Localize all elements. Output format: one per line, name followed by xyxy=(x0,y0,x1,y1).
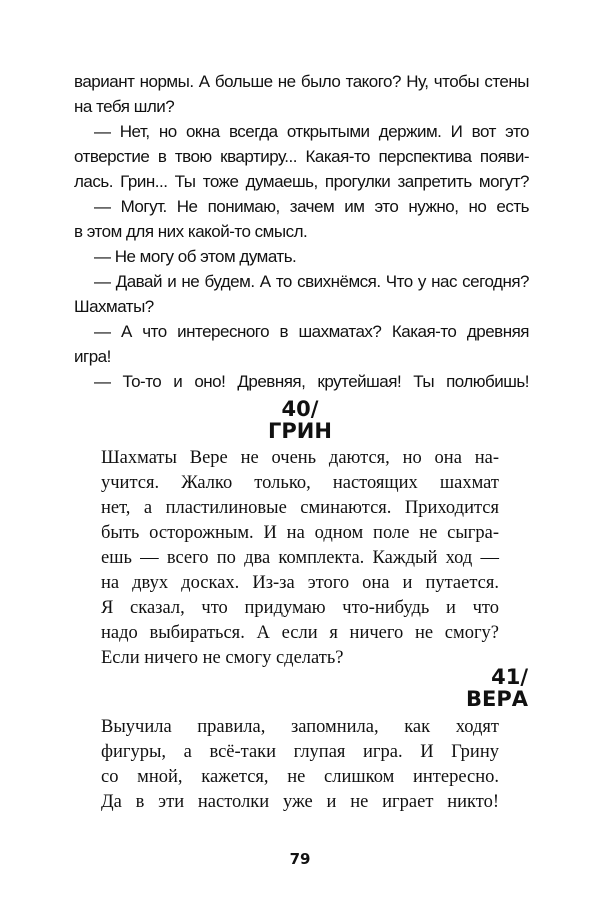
chapter-41-number: 41/ xyxy=(491,665,528,689)
text-line: Шахматы Вере не очень даются, но она на- xyxy=(101,448,499,468)
chapter-40-title: ГРИН xyxy=(268,419,332,443)
text-line: — Могут. Не понимаю, зачем им это нужно, но есть xyxy=(94,197,529,216)
text-line: со мной, кажется, не слишком интересно. xyxy=(101,767,499,787)
text-line: в этом для них какой-то смысл. xyxy=(74,222,308,241)
text-line: — А что интересного в шахматах? Какая-то древняя xyxy=(94,322,529,341)
text-line: Выучила правила, запомнила, как ходят xyxy=(101,717,499,737)
text-line: Если ничего не смогу сделать? xyxy=(101,648,344,668)
text-line: Я сказал, что придумаю что-нибудь и что xyxy=(101,598,499,618)
text-line: нет, а пластилиновые сминаются. Приходится xyxy=(101,498,499,518)
text-line: ешь — всего по два комплекта. Каждый ход — xyxy=(101,548,499,568)
text-line: — Не могу об этом думать. xyxy=(94,247,297,266)
text-line: вариант нормы. А больше не было такого? Ну, чтобы стены xyxy=(74,72,529,91)
text-line: лась. Грин... Ты тоже думаешь, прогулки запретить могут? xyxy=(74,172,529,191)
text-line: на двух досках. Из-за этого она и путается. xyxy=(101,573,499,593)
text-line: игра! xyxy=(74,347,111,366)
text-line: надо выбираться. А если я ничего не смогу? xyxy=(101,623,499,643)
chapter-41-title: ВЕРА xyxy=(466,687,528,711)
text-line: — Нет, но окна всегда открытыми держим. И вот это xyxy=(94,122,529,141)
text-line: — Давай и не будем. А то свихнёмся. Что у нас сегодня? xyxy=(94,272,529,291)
text-line: — То-то и оно! Древняя, крутейшая! Ты полюбишь! xyxy=(94,372,529,391)
text-line: учится. Жалко только, настоящих шахмат xyxy=(101,473,499,493)
chapter-40-number: 40/ xyxy=(281,397,319,421)
text-line: Да в эти настолки уже и не играет никто! xyxy=(101,792,499,812)
text-line: на тебя шли? xyxy=(74,97,175,116)
text-line: Шахматы? xyxy=(74,297,154,316)
page-number: 79 xyxy=(289,850,311,868)
text-line: быть осторожным. И на одном поле не сыгра- xyxy=(101,523,499,543)
text-line: отверстие в твою квартиру... Какая-то перспектива появи- xyxy=(74,147,529,166)
text-line: фигуры, а всё-таки глупая игра. И Грину xyxy=(101,742,499,762)
